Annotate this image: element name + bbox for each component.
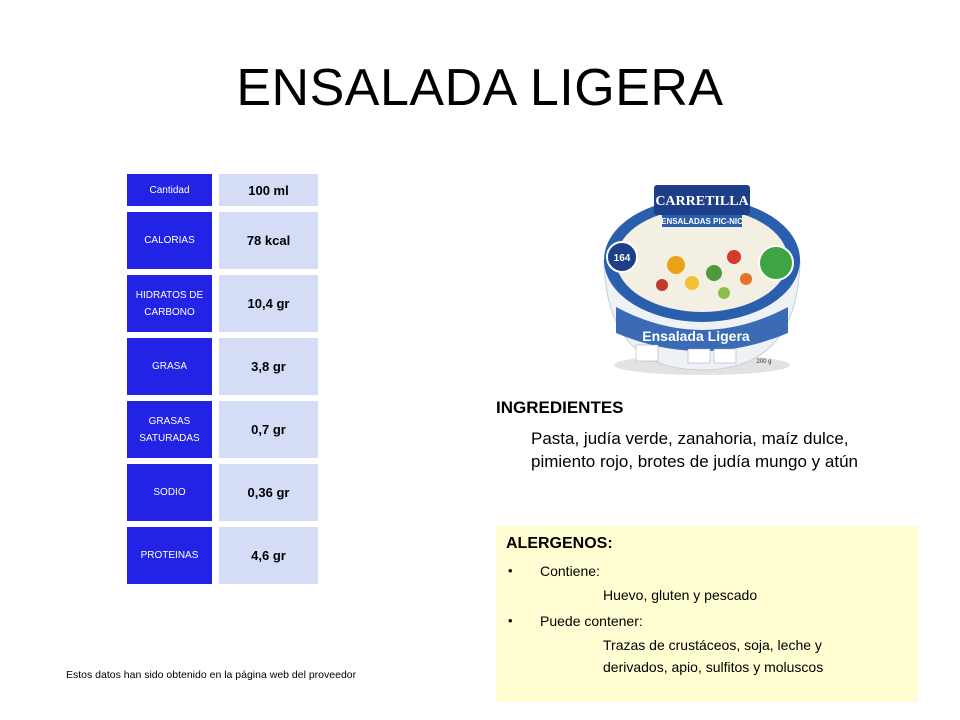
- nutrition-row: [127, 212, 318, 269]
- nutrition-label: GRASAS SATURADAS: [127, 401, 212, 458]
- product-line: ENSALADAS PIC-NIC: [661, 217, 743, 226]
- nutrition-row: [127, 338, 318, 395]
- product-brand: CARRETILLA: [655, 194, 749, 209]
- bullet-icon: •: [508, 563, 513, 578]
- nutrition-label: PROTEINAS: [127, 527, 212, 584]
- product-image: [596, 165, 808, 380]
- nutrition-row: [127, 527, 318, 584]
- nutrition-value: 0,36 gr: [219, 464, 318, 521]
- nutrition-value: 3,8 gr: [219, 338, 318, 395]
- nutrition-label: Cantidad: [127, 174, 212, 206]
- allergen-detail: Huevo, gluten y pescado: [603, 587, 758, 603]
- nutrition-row: [127, 174, 318, 206]
- nutrition-row: [127, 464, 318, 521]
- page-title: ENSALADA LIGERA: [236, 59, 724, 117]
- nutrition-value: 0,7 gr: [219, 401, 318, 458]
- nutrition-label: GRASA: [127, 338, 212, 395]
- allergen-detail: Trazas de crustáceos, soja, leche y derivados, apio, sulfitos y moluscos: [603, 637, 824, 675]
- product-calories-badge: 164: [613, 253, 631, 264]
- nutrition-label: SODIO: [127, 464, 212, 521]
- allergens-box: [496, 526, 918, 702]
- ingredients-text: Pasta, judía verde, zanahoria, maíz dulce, pimiento rojo, brotes de judía mungo y atún: [531, 429, 858, 471]
- nutrition-value: 4,6 gr: [219, 527, 318, 584]
- nutrition-label: CALORIAS: [127, 212, 212, 269]
- source-footnote: Estos datos han sido obtenido en la página web del proveedor: [66, 669, 357, 681]
- nutrition-row: [127, 401, 318, 458]
- nutrition-value: 78 kcal: [219, 212, 318, 269]
- bullet-icon: •: [508, 613, 513, 628]
- allergens-title: ALERGENOS:: [506, 535, 613, 552]
- nutrition-row: [127, 275, 318, 332]
- nutrition-value: 10,4 gr: [219, 275, 318, 332]
- product-name: Ensalada Ligera: [642, 328, 750, 344]
- allergen-label: Contiene:: [540, 563, 600, 579]
- product-weight: 200 g: [756, 359, 772, 365]
- nutrition-value: 100 ml: [219, 174, 318, 206]
- ingredients-title: INGREDIENTES: [496, 398, 624, 417]
- nutrition-label: HIDRATOS DE CARBONO: [127, 275, 212, 332]
- allergen-label: Puede contener:: [540, 613, 643, 629]
